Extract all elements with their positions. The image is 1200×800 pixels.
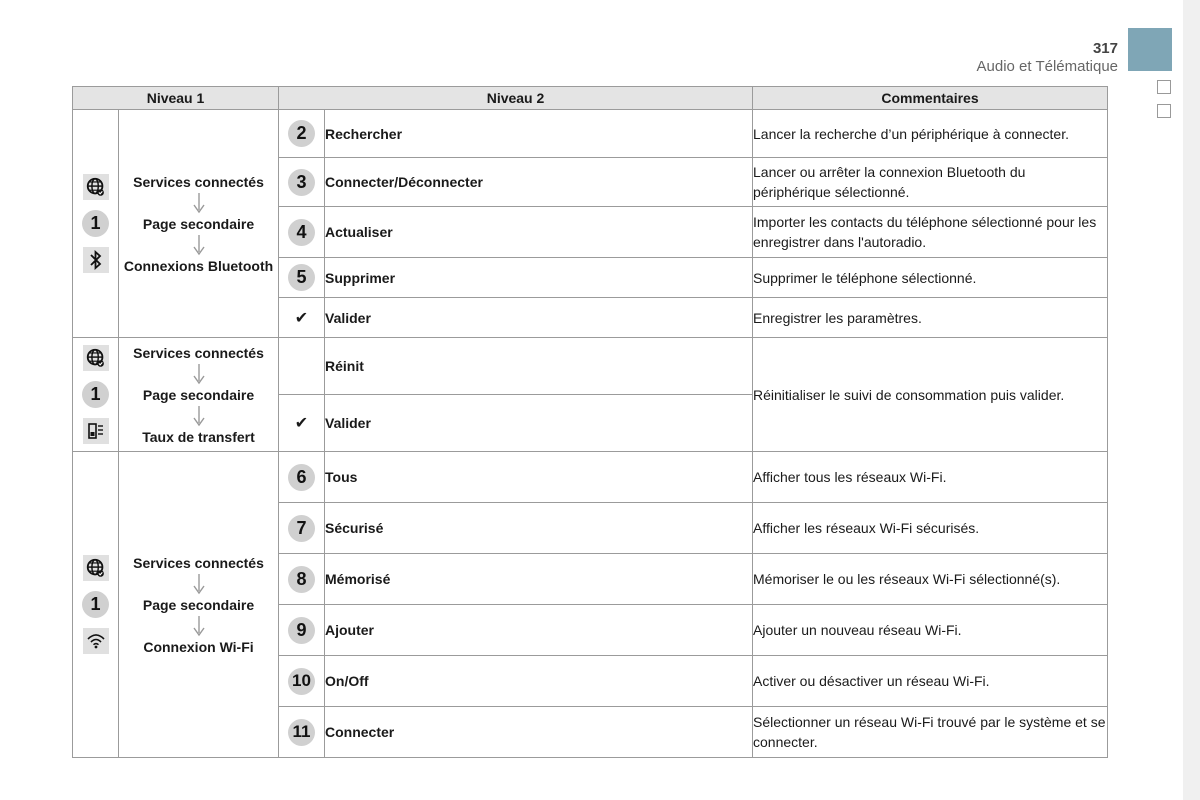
chapter-tab-box[interactable] <box>1157 104 1171 118</box>
path-step: Connexion Wi-Fi <box>143 638 254 655</box>
globe-network-icon <box>83 174 109 200</box>
item-label[interactable]: Ajouter <box>325 605 753 656</box>
menu-path-wifi <box>119 452 279 758</box>
item-comment: Lancer ou arrêter la connexion Bluetooth du périphérique sélectionné. <box>753 158 1108 207</box>
wifi-icon <box>83 628 109 654</box>
path-step: Page secondaire <box>142 386 255 403</box>
chapter-tab[interactable] <box>1128 28 1172 71</box>
settings-table <box>72 86 1108 758</box>
path-step: Page secondaire <box>142 215 255 232</box>
item-label[interactable]: Connecter/Déconnecter <box>325 158 753 207</box>
item-comment: Lancer la recherche d’un périphérique à connecter. <box>753 110 1108 158</box>
item-label[interactable]: Réinit <box>325 338 753 395</box>
path-step: Connexions Bluetooth <box>123 257 274 274</box>
item-label[interactable]: Valider <box>325 298 753 338</box>
page-number: 317 <box>1092 40 1118 57</box>
step-number-badge: 1 <box>82 381 109 408</box>
header-commentaires: Commentaires <box>753 87 1108 110</box>
item-label[interactable]: Sécurisé <box>325 503 753 554</box>
item-comment: Enregistrer les paramètres. <box>753 298 1108 338</box>
item-label[interactable]: Tous <box>325 452 753 503</box>
menu-path-transfer <box>119 338 279 452</box>
group-icons-wifi <box>73 452 119 758</box>
item-comment: Supprimer le téléphone sélectionné. <box>753 258 1108 298</box>
chapter-tab-box[interactable] <box>1157 80 1171 94</box>
path-step: Taux de transfert <box>142 428 255 445</box>
arrow-down-icon <box>192 192 206 214</box>
check-mark-icon: ✔ <box>279 395 325 452</box>
item-number-badge: 8 <box>288 566 315 593</box>
table-header-row <box>73 87 1108 110</box>
step-number-badge: 1 <box>82 210 109 237</box>
phone-data-icon <box>83 418 109 444</box>
item-comment: Activer ou désactiver un réseau Wi-Fi. <box>753 656 1108 707</box>
table-row[interactable] <box>73 110 1108 158</box>
item-number-badge: 4 <box>288 219 315 246</box>
arrow-down-icon <box>192 363 206 385</box>
item-number-badge: 11 <box>288 719 315 746</box>
page-edge-strip <box>1183 0 1200 800</box>
item-number-badge: 3 <box>288 169 315 196</box>
item-label[interactable]: Rechercher <box>325 110 753 158</box>
item-number-badge: 5 <box>288 264 315 291</box>
table-row[interactable] <box>73 338 1108 395</box>
item-comment: Ajouter un nouveau réseau Wi-Fi. <box>753 605 1108 656</box>
item-comment: Afficher tous les réseaux Wi-Fi. <box>753 452 1108 503</box>
header-niveau-1: Niveau 1 <box>73 87 279 110</box>
path-step: Services connectés <box>133 554 264 571</box>
item-comment: Sélectionner un réseau Wi-Fi trouvé par le système et se connecter. <box>753 707 1108 758</box>
item-comment: Réinitialiser le suivi de consommation puis valider. <box>753 338 1108 452</box>
path-step: Page secondaire <box>142 596 255 613</box>
section-title: Audio et Télématique <box>976 58 1118 75</box>
arrow-down-icon <box>192 234 206 256</box>
arrow-down-icon <box>192 615 206 637</box>
item-number-badge: 9 <box>288 617 315 644</box>
globe-network-icon <box>83 555 109 581</box>
step-number-badge: 1 <box>82 591 109 618</box>
item-label[interactable]: Valider <box>325 395 753 452</box>
item-comment: Afficher les réseaux Wi-Fi sécurisés. <box>753 503 1108 554</box>
path-step: Services connectés <box>133 344 264 361</box>
header-niveau-2: Niveau 2 <box>279 87 753 110</box>
arrow-down-icon <box>192 573 206 595</box>
check-mark-icon: ✔ <box>279 298 325 338</box>
item-label[interactable]: Mémorisé <box>325 554 753 605</box>
menu-path-bluetooth <box>119 110 279 338</box>
group-icons-transfer <box>73 338 119 452</box>
group-icons-bluetooth <box>73 110 119 338</box>
item-number-badge: 6 <box>288 464 315 491</box>
item-label[interactable]: Supprimer <box>325 258 753 298</box>
item-number-badge: 7 <box>288 515 315 542</box>
item-number-empty <box>279 338 325 395</box>
item-number-badge: 10 <box>288 668 315 695</box>
item-comment: Mémoriser le ou les réseaux Wi-Fi sélectionné(s). <box>753 554 1108 605</box>
item-number-badge: 2 <box>288 120 315 147</box>
globe-network-icon <box>83 345 109 371</box>
table-row[interactable] <box>73 452 1108 503</box>
path-step: Services connectés <box>133 173 264 190</box>
arrow-down-icon <box>192 405 206 427</box>
item-comment: Importer les contacts du téléphone sélectionné pour les enregistrer dans l'autoradio. <box>753 207 1108 258</box>
item-label[interactable]: Actualiser <box>325 207 753 258</box>
item-label[interactable]: Connecter <box>325 707 753 758</box>
bluetooth-icon <box>83 247 109 273</box>
item-label[interactable]: On/Off <box>325 656 753 707</box>
